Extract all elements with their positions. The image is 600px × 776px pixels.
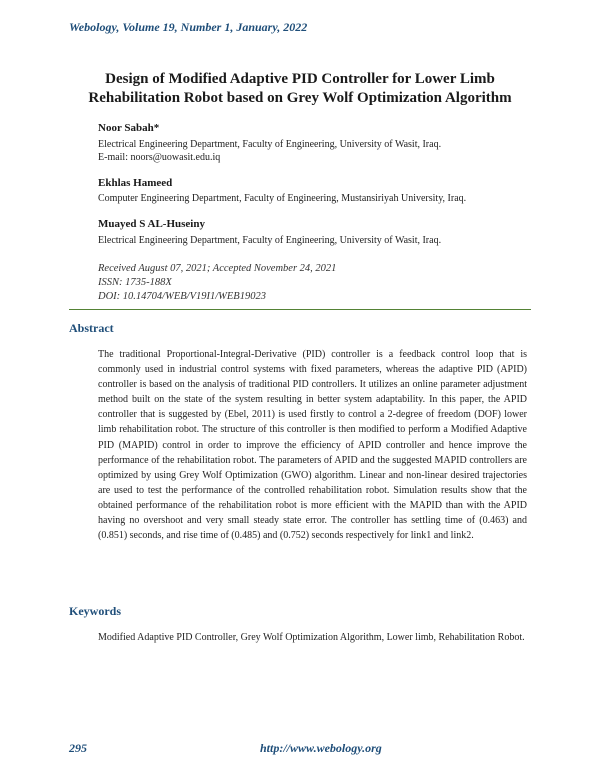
author-affiliation-3: Electrical Engineering Department, Faculty of Engineering, University of Wasit, Iraq.	[98, 235, 442, 246]
abstract-text: The traditional Proportional-Integral-Derivative (PID) controller is a feedback control loop that is commonly used in industrial control systems with fixed parameters, whereas the adaptive PID (APID) controller is based on the analysis of traditional PID controllers. It utilizes an online parameter adjustment method built on the state of the system resulting in better system adaptability. In this paper, the APID controller that is suggested by (Ebel, 2011) is used firstly to control a 2-degree of freedom (DOF) lower limb rehabilitation robot. The structure of this controller is then modified to perform a Modified Adaptive PID (MAPID) control in order to improve the efficiency of APID controller and hence improve the performance of the rehabilitation robot. The parameters of APID and the suggested MAPID controllers are optimized by using Grey Wolf Optimization (GWO) algorithm. Linear and non-linear desired trajectories are used to test the performance of the controlled rehabilitation robot. Simulation results show that the obtained performance of the rehabilitation robot is more efficient with the MAPID than with the APID having no overshoot and very small steady state error. The controller has settling time of (0.463) and (0.851) seconds, and rise time of (0.485) and (0.752) seconds respectively for link1 and link2.	[98, 349, 527, 542]
keywords-text: Modified Adaptive PID Controller, Grey Wolf Optimization Algorithm, Lower limb, Rehabilitation Robot.	[98, 632, 525, 643]
journal-url-link[interactable]: http://www.webology.org	[260, 741, 382, 755]
author-affiliation-1: Electrical Engineering Department, Faculty of Engineering, University of Wasit, Iraq.	[98, 139, 442, 150]
paper-title	[40, 70, 560, 108]
received-accepted-dates: Received August 07, 2021; Accepted November 24, 2021	[98, 263, 337, 274]
paper-title-line-1: Design of Modified Adaptive PID Controller for Lower Limb	[105, 71, 495, 87]
issn: ISSN: 1735-188X	[98, 277, 172, 288]
author-affiliation-2: Computer Engineering Department, Faculty of Engineering, Mustansiriyah University, Iraq.	[98, 193, 467, 204]
journal-header: Webology, Volume 19, Number 1, January, 2022	[69, 20, 308, 34]
author-email-1[interactable]: E-mail: noors@uowasit.edu.iq	[98, 152, 221, 163]
keywords-heading: Keywords	[69, 604, 121, 618]
page-number: 295	[69, 741, 87, 755]
abstract-heading: Abstract	[69, 321, 114, 335]
paper-title-line-2: Rehabilitation Robot based on Grey Wolf Optimization Algorithm	[88, 90, 512, 106]
doi[interactable]: DOI: 10.14704/WEB/V19I1/WEB19023	[98, 291, 266, 302]
author-name-1: Noor Sabah*	[98, 122, 160, 134]
author-name-2: Ekhlas Hameed	[98, 177, 173, 189]
section-divider	[69, 309, 531, 310]
author-name-3: Muayed S AL-Huseiny	[98, 218, 205, 230]
